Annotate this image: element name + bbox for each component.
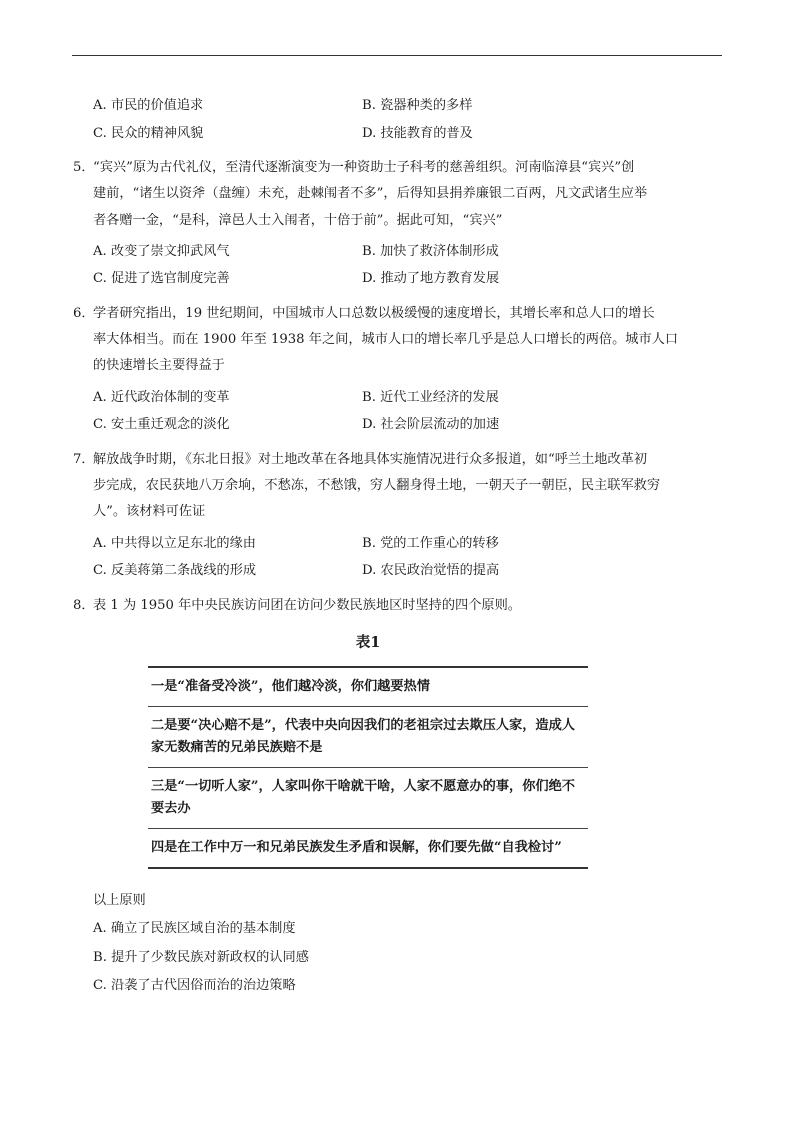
option-a[interactable]: A. 近代政治体制的变革 (93, 389, 230, 405)
q7-options-row-1 (73, 534, 723, 562)
option-a[interactable]: A. 改变了崇文抑武风气 (93, 243, 230, 259)
table-title: 表1 (355, 633, 381, 651)
question-line: 解放战争时期，《东北日报》对土地改革在各地具体实施情况进行众多报道，如“呼兰土地改革初 (93, 451, 648, 467)
option-a[interactable]: A. 确立了民族区域自治的基本制度 (93, 921, 296, 937)
option-d[interactable]: D. 推动了地方教育发展 (362, 271, 500, 287)
q5-options-row-2 (73, 269, 723, 297)
header-rule (72, 55, 722, 56)
option-c[interactable]: C. 反美蒋第二条战线的形成 (93, 563, 257, 579)
q6-options-row-2 (73, 415, 723, 443)
option-c[interactable]: C. 安土重迁观念的淡化 (93, 417, 230, 433)
question-7 (73, 447, 723, 526)
option-d[interactable]: D. 农民政治觉悟的提高 (362, 563, 500, 579)
option-b[interactable]: B. 加快了救济体制形成 (362, 243, 499, 259)
question-number: 6． (73, 305, 95, 321)
question-line: “宾兴”原为古代礼仪，至清代逐渐演变为一种资助士子科考的慈善组织。河南临漳县“宾兴”创 (93, 160, 635, 175)
question-line: 学者研究指出，19 世纪期间，中国城市人口总数以极缓慢的速度增长，其增长率和总人口的增长 (93, 305, 655, 321)
option-d[interactable]: D. 社会阶层流动的加速 (362, 417, 500, 433)
question-6 (73, 301, 723, 380)
option-a[interactable]: A. 中共得以立足东北的缘由 (93, 535, 256, 551)
option-d[interactable]: D. 技能教育的普及 (362, 125, 473, 141)
principles-table (148, 666, 588, 869)
table-row: 一是“准备受冷淡”，他们越冷淡，你们越要热情 (148, 668, 588, 707)
option-b[interactable]: B. 提升了少数民族对新政权的认同感 (93, 949, 309, 965)
option-c[interactable]: C. 促进了选官制度完善 (93, 271, 230, 287)
question-number: 7． (73, 451, 95, 467)
option-b[interactable]: B. 近代工业经济的发展 (362, 389, 499, 405)
q7-options-row-2 (73, 561, 723, 589)
principles-table-block (73, 631, 723, 869)
q5-options-row-1 (73, 242, 723, 270)
option-b[interactable]: B. 瓷器种类的多样 (362, 98, 473, 113)
question-number: 5． (73, 160, 95, 175)
question-line: 表 1 为 1950 年中央民族访问团在访问少数民族地区时坚持的四个原则。 (93, 597, 521, 613)
table-row: 二是要“决心赔不是”，代表中央向因我们的老祖宗过去欺压人家，造成人家无数痛苦的兄弟民族赔不是 (148, 707, 588, 768)
option-c[interactable]: C. 沿袭了古代因俗而治的治边策略 (93, 978, 296, 994)
question-line: 步完成，农民获地八万余垧，不愁冻，不愁饿，穷人翻身得土地，一朝天子一朝臣，民主联军救穷 (93, 478, 661, 494)
option-a[interactable]: A. 市民的价值追求 (93, 98, 204, 113)
q8-after (73, 887, 723, 1001)
question-5 (73, 155, 723, 234)
question-line: 的快速增长主要得益于 (93, 358, 225, 374)
q8-after-stem: 以上原则 (93, 892, 146, 908)
q6-options-row-1 (73, 388, 723, 416)
question-line: 者各赠一金，“是科，漳邑人士入闱者，十倍于前”。据此可知，“宾兴” (93, 212, 503, 228)
table-row: 四是在工作中万一和兄弟民族发生矛盾和误解，你们要先做“自我检讨” (151, 839, 562, 855)
question-line: 率大体相当。而在 1900 年至 1938 年之间，城市人口的增长率几乎是总人口增长的两倍。城市人口 (93, 332, 679, 348)
table-row: 三是“一切听人家”，人家叫你干啥就干啥，人家不愿意办的事，你们绝不要去办 (148, 768, 588, 829)
question-8 (73, 593, 723, 619)
prev-options-row-1 (73, 96, 723, 124)
prev-options-row-2 (73, 124, 723, 152)
question-number: 8． (73, 597, 95, 613)
option-b[interactable]: B. 党的工作重心的转移 (362, 535, 499, 551)
option-c[interactable]: C. 民众的精神风貌 (93, 125, 204, 141)
exam-content (73, 96, 723, 1001)
question-line: 人”。该材料可佐证 (93, 504, 206, 520)
question-line: 建前，“诸生以资斧（盘缠）未充，赴棘闱者不多”，后得知县捐养廉银二百两，凡文武诸生应举 (93, 186, 648, 202)
